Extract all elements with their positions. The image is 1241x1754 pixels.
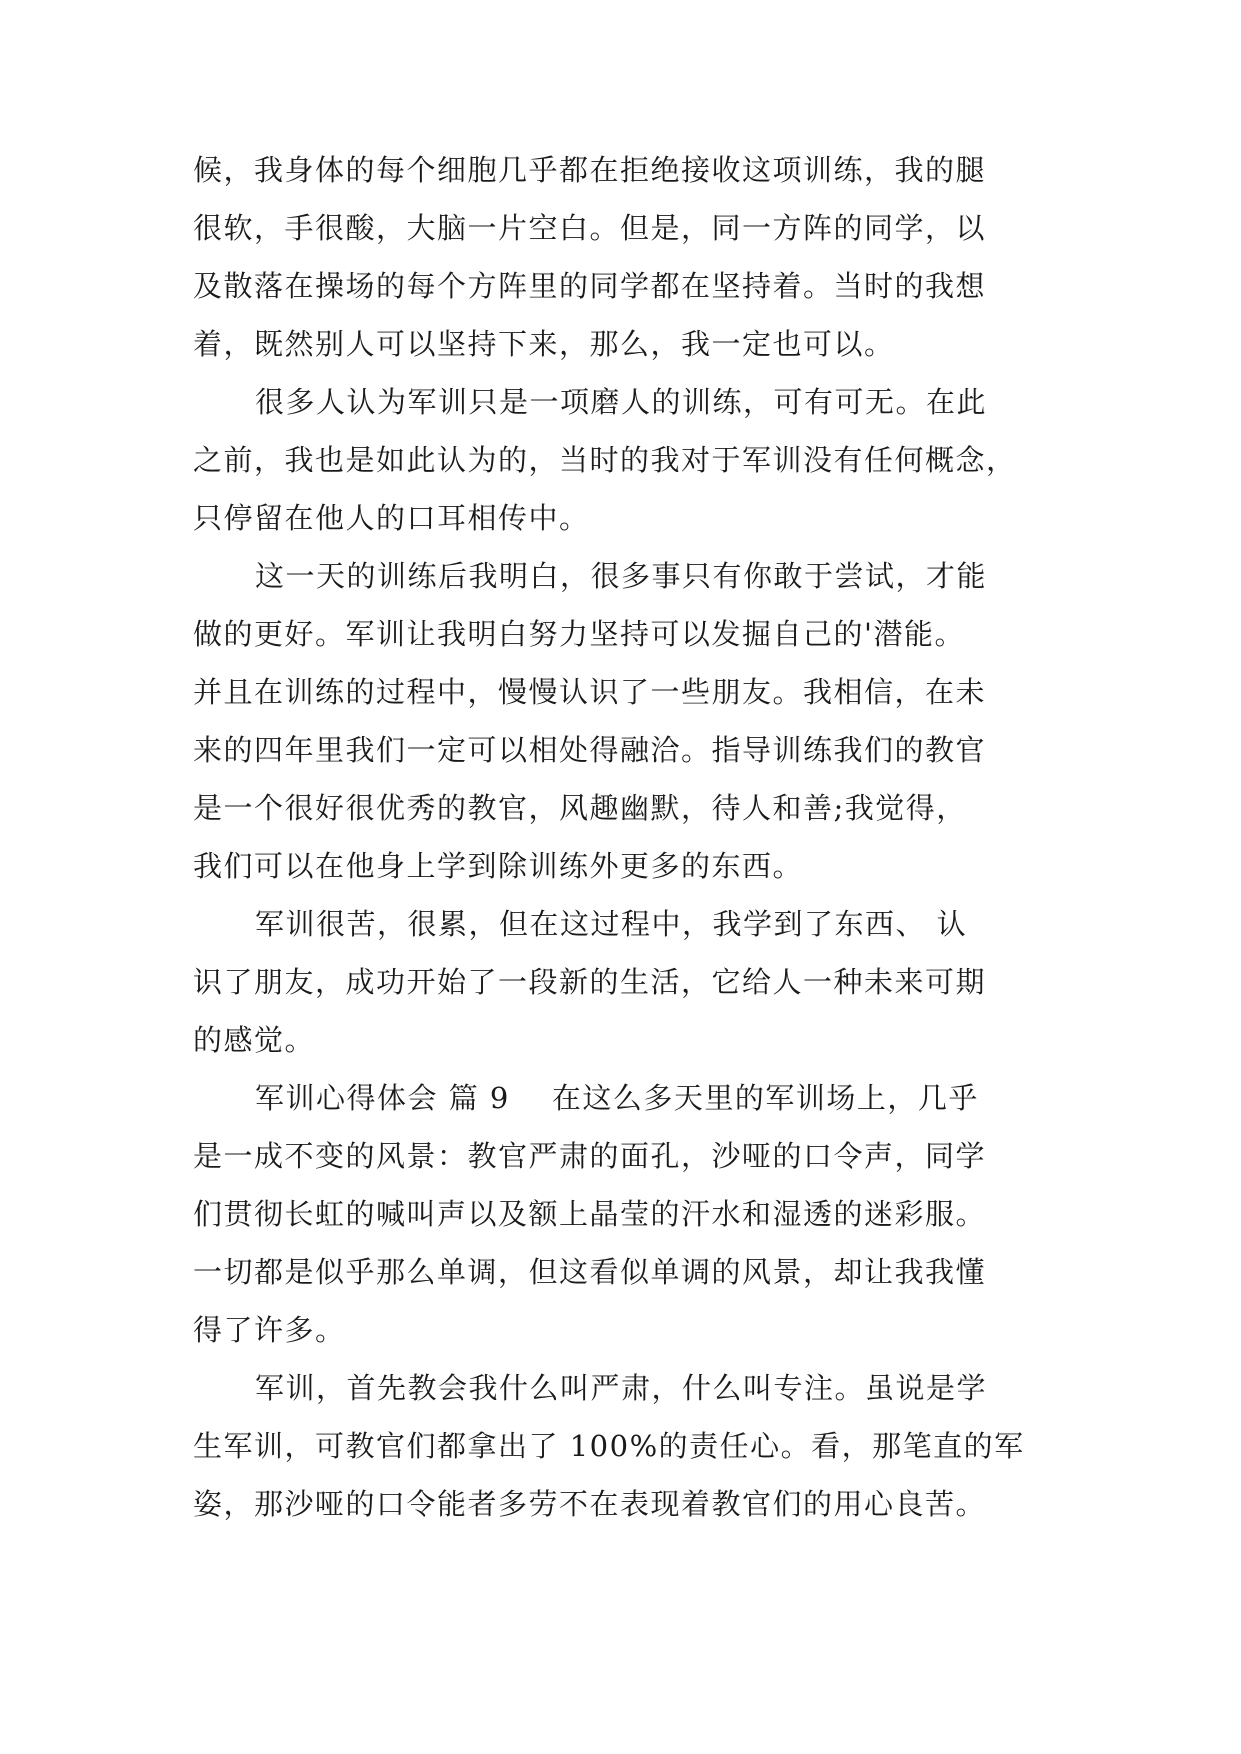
text-line: 并且在训练的过程中，慢慢认识了一些朋友。我相信，在未 (193, 675, 987, 709)
text-line: 的感觉。 (193, 1023, 316, 1057)
section-heading-line (255, 1078, 979, 1118)
paragraph-first-line: 很多人认为军训只是一项磨人的训练，可有可无。在此 (255, 385, 988, 419)
text-line: 做的更好。军训让我明白努力坚持可以发掘自己的'潜能。 (193, 617, 965, 651)
text-line: 们贯彻长虹的喊叫声以及额上晶莹的汗水和湿透的迷彩服。 (193, 1197, 987, 1231)
text-line: 得了许多。 (193, 1313, 346, 1347)
text-line: 识了朋友，成功开始了一段新的生活，它给人一种未来可期 (193, 965, 987, 999)
paragraph-first-line: 这一天的训练后我明白，很多事只有你敢于尝试，才能 (255, 559, 988, 593)
text-line: 我们可以在他身上学到除训练外更多的东西。 (193, 849, 804, 883)
text-line: 姿，那沙哑的口令能者多劳不在表现着教官们的用心良苦。 (193, 1487, 987, 1521)
text-line: 及散落在操场的每个方阵里的同学都在坚持着。当时的我想 (193, 269, 987, 303)
text-line: 着，既然别人可以坚持下来，那么，我一定也可以。 (193, 327, 895, 361)
paragraph-first-line: 军训，首先教会我什么叫严肃，什么叫专注。虽说是学 (255, 1371, 988, 1405)
text-line: 只停留在他人的口耳相传中。 (193, 501, 590, 535)
section-heading: 军训心得体会 篇 9 (255, 1081, 510, 1115)
text-line: 是一个很好很优秀的教官，风趣幽默，待人和善;我觉得， (193, 791, 967, 825)
text-line: 很软，手很酸，大脑一片空白。但是，同一方阵的同学，以 (193, 211, 987, 245)
text-line: 一切都是似乎那么单调，但这看似单调的风景，却让我我懂 (193, 1255, 987, 1289)
text-line: 之前，我也是如此认为的，当时的我对于军训没有任何概念， (193, 443, 1017, 477)
text-line: 来的四年里我们一定可以相处得融洽。指导训练我们的教官 (193, 733, 987, 767)
text-line: 候，我身体的每个细胞几乎都在拒绝接收这项训练，我的腿 (193, 153, 987, 187)
text-segment: 在这么多天里的军训场上，几乎 (551, 1081, 979, 1115)
paragraph-first-line: 军训很苦，很累，但在这过程中，我学到了东西、 认 (255, 907, 968, 941)
text-line: 是一成不变的风景：教官严肃的面孔，沙哑的口令声，同学 (193, 1139, 987, 1173)
text-line: 生军训，可教官们都拿出了 100%的责任心。看，那笔直的军 (193, 1429, 1025, 1463)
